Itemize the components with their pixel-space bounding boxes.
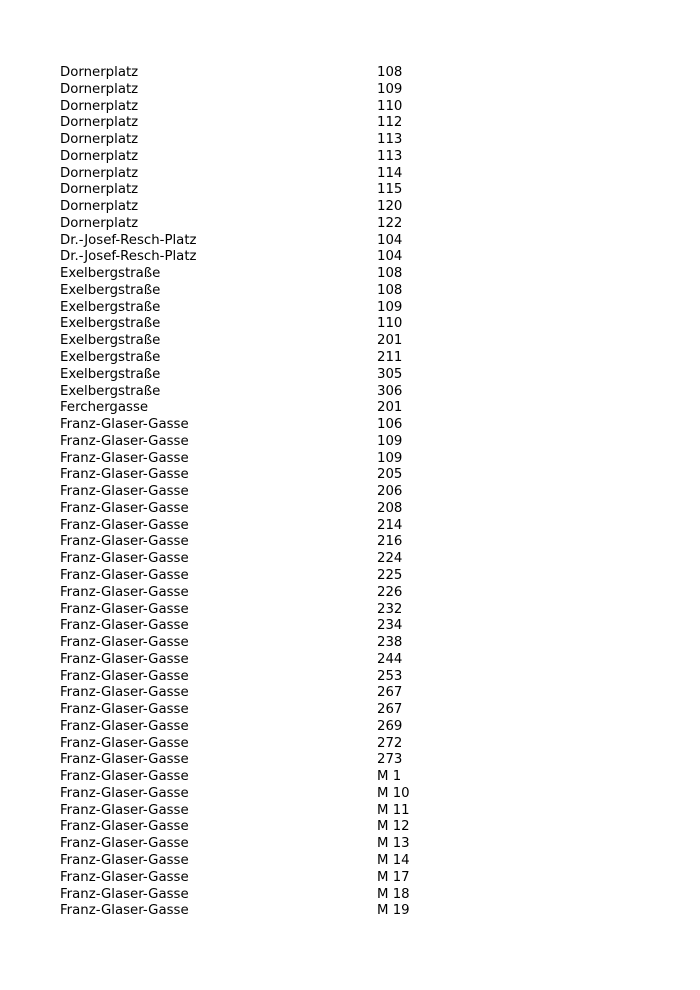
house-number-cell: 225 [377,567,403,583]
house-number-cell: 224 [377,551,403,567]
house-number-cell: 208 [377,500,403,516]
street-name-cell: Franz-Glaser-Gasse [60,785,189,801]
street-name-cell: Exelbergstraße [60,282,161,298]
table-row [60,568,520,585]
street-name-cell: Franz-Glaser-Gasse [60,601,189,617]
house-number-cell: 269 [377,718,403,734]
house-number-cell: 108 [377,266,403,282]
house-number-cell: 267 [377,702,403,718]
house-number-cell: 273 [377,752,403,768]
table-row [60,819,520,836]
table-row [60,283,520,300]
table-row [60,400,520,417]
table-row [60,501,520,518]
table-row [60,199,520,216]
street-name-cell: Franz-Glaser-Gasse [60,534,189,550]
street-name-cell: Franz-Glaser-Gasse [60,484,189,500]
table-row [60,685,520,702]
street-name-cell: Franz-Glaser-Gasse [60,618,189,634]
house-number-cell: 306 [377,383,403,399]
street-name-cell: Franz-Glaser-Gasse [60,869,189,885]
table-row [60,350,520,367]
table-row [60,384,520,401]
table-row [60,652,520,669]
street-name-cell: Franz-Glaser-Gasse [60,668,189,684]
house-number-cell: 206 [377,484,403,500]
street-name-cell: Ferchergasse [60,400,149,416]
house-number-cell: 114 [377,165,403,181]
street-name-cell: Exelbergstraße [60,316,161,332]
house-number-cell: M 13 [377,836,410,852]
table-row [60,316,520,333]
table-row [60,367,520,384]
house-number-cell: 113 [377,132,403,148]
street-name-cell: Franz-Glaser-Gasse [60,836,189,852]
street-name-cell: Franz-Glaser-Gasse [60,500,189,516]
house-number-cell: 272 [377,735,403,751]
house-number-cell: M 18 [377,886,410,902]
table-row [60,786,520,803]
house-number-cell: 234 [377,618,403,634]
street-name-cell: Dornerplatz [60,215,139,231]
house-number-cell: 104 [377,232,403,248]
table-row [60,719,520,736]
table-row [60,82,520,99]
table-row [60,534,520,551]
house-number-cell: 120 [377,199,403,215]
street-name-cell: Franz-Glaser-Gasse [60,802,189,818]
table-row [60,333,520,350]
street-name-cell: Exelbergstraße [60,383,161,399]
house-number-cell: 108 [377,65,403,80]
house-number-cell: 112 [377,115,403,131]
table-row [60,216,520,233]
street-name-cell: Franz-Glaser-Gasse [60,718,189,734]
table-row [60,115,520,132]
house-number-cell: M 1 [377,769,402,785]
house-number-cell: 214 [377,517,403,533]
table-row [60,451,520,468]
street-name-cell: Franz-Glaser-Gasse [60,584,189,600]
address-table [60,65,520,920]
street-name-cell: Dornerplatz [60,132,139,148]
table-row [60,467,520,484]
house-number-cell: 109 [377,81,403,97]
house-number-cell: 216 [377,534,403,550]
street-name-cell: Dornerplatz [60,199,139,215]
table-row [60,182,520,199]
street-name-cell: Franz-Glaser-Gasse [60,450,189,466]
street-name-cell: Dornerplatz [60,182,139,198]
table-row [60,618,520,635]
street-name-cell: Dornerplatz [60,98,139,114]
house-number-cell: 110 [377,98,403,114]
street-name-cell: Franz-Glaser-Gasse [60,685,189,701]
table-row [60,266,520,283]
street-name-cell: Franz-Glaser-Gasse [60,702,189,718]
street-name-cell: Exelbergstraße [60,366,161,382]
house-number-cell: 267 [377,685,403,701]
street-name-cell: Franz-Glaser-Gasse [60,819,189,835]
street-name-cell: Dornerplatz [60,81,139,97]
street-name-cell: Dornerplatz [60,148,139,164]
street-name-cell: Dr.-Josef-Resch-Platz [60,249,197,265]
street-name-cell: Franz-Glaser-Gasse [60,467,189,483]
street-name-cell: Exelbergstraße [60,299,161,315]
house-number-cell: M 11 [377,802,410,818]
house-number-cell: 109 [377,450,403,466]
table-row [60,249,520,266]
street-name-cell: Dornerplatz [60,115,139,131]
house-number-cell: 244 [377,651,403,667]
house-number-cell: 115 [377,182,403,198]
house-number-cell: 113 [377,148,403,164]
table-row [60,585,520,602]
house-number-cell: 106 [377,417,403,433]
house-number-cell: 305 [377,366,403,382]
street-name-cell: Exelbergstraße [60,350,161,366]
street-name-cell: Exelbergstraße [60,266,161,282]
street-name-cell: Franz-Glaser-Gasse [60,852,189,868]
street-name-cell: Franz-Glaser-Gasse [60,651,189,667]
table-row [60,99,520,116]
table-row [60,702,520,719]
table-row [60,551,520,568]
table-row [60,836,520,853]
table-row [60,803,520,820]
table-row [60,132,520,149]
house-number-cell: 109 [377,299,403,315]
table-row [60,166,520,183]
street-name-cell: Franz-Glaser-Gasse [60,417,189,433]
street-name-cell: Franz-Glaser-Gasse [60,635,189,651]
table-row [60,434,520,451]
house-number-cell: 226 [377,584,403,600]
street-name-cell: Franz-Glaser-Gasse [60,886,189,902]
house-number-cell: 122 [377,215,403,231]
table-row [60,769,520,786]
table-row [60,736,520,753]
house-number-cell: M 19 [377,903,410,919]
house-number-cell: 201 [377,400,403,416]
street-name-cell: Franz-Glaser-Gasse [60,517,189,533]
house-number-cell: 238 [377,635,403,651]
table-row [60,300,520,317]
table-row [60,518,520,535]
street-name-cell: Franz-Glaser-Gasse [60,903,189,919]
house-number-cell: 211 [377,350,403,366]
street-name-cell: Dornerplatz [60,165,139,181]
table-row [60,417,520,434]
house-number-cell: 232 [377,601,403,617]
table-row [60,635,520,652]
house-number-cell: 104 [377,249,403,265]
table-row [60,887,520,904]
table-row [60,602,520,619]
table-row [60,903,520,920]
street-name-cell: Franz-Glaser-Gasse [60,735,189,751]
table-row [60,752,520,769]
table-row [60,233,520,250]
street-name-cell: Franz-Glaser-Gasse [60,567,189,583]
house-number-cell: M 17 [377,869,410,885]
table-row [60,484,520,501]
house-number-cell: 253 [377,668,403,684]
street-name-cell: Franz-Glaser-Gasse [60,752,189,768]
street-name-cell: Franz-Glaser-Gasse [60,433,189,449]
house-number-cell: 110 [377,316,403,332]
house-number-cell: M 10 [377,785,410,801]
table-row [60,853,520,870]
table-row [60,149,520,166]
street-name-cell: Franz-Glaser-Gasse [60,551,189,567]
house-number-cell: 205 [377,467,403,483]
house-number-cell: 109 [377,433,403,449]
street-name-cell: Dornerplatz [60,65,139,80]
house-number-cell: 201 [377,333,403,349]
house-number-cell: M 12 [377,819,410,835]
street-name-cell: Franz-Glaser-Gasse [60,769,189,785]
house-number-cell: 108 [377,282,403,298]
table-row [60,65,520,82]
house-number-cell: M 14 [377,852,410,868]
street-name-cell: Dr.-Josef-Resch-Platz [60,232,197,248]
table-row [60,669,520,686]
street-name-cell: Exelbergstraße [60,333,161,349]
table-row [60,870,520,887]
